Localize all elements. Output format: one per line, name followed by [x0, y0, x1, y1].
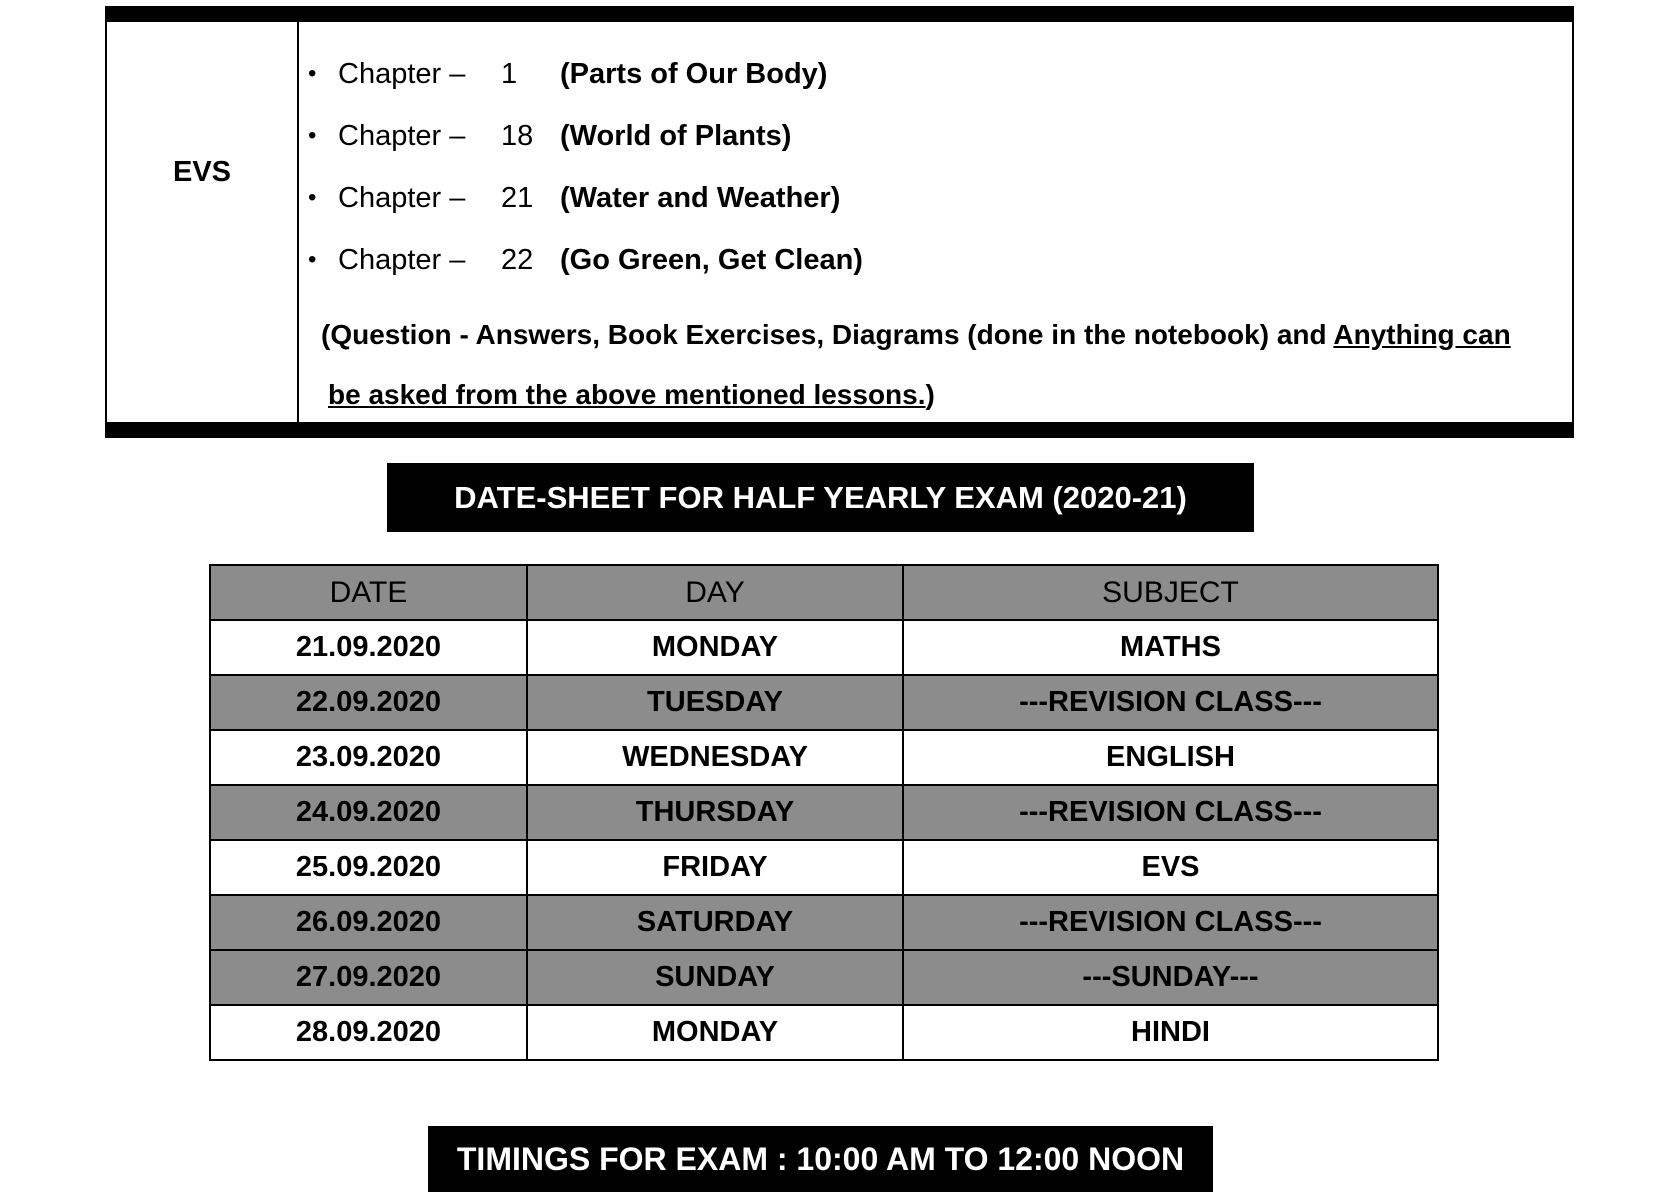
column-header-date: DATE: [210, 565, 527, 620]
chapter-label: Chapter –: [338, 182, 466, 214]
note-closing: ): [925, 379, 935, 410]
table-row: [210, 675, 1438, 730]
cell-date: 22.09.2020: [210, 675, 527, 730]
table-row: [210, 950, 1438, 1005]
cell-subject: ---SUNDAY---: [903, 950, 1438, 1005]
exam-timings-banner: TIMINGS FOR EXAM : 10:00 AM TO 12:00 NOON: [428, 1126, 1213, 1192]
column-header-day: DAY: [527, 565, 903, 620]
table-row: [210, 785, 1438, 840]
cell-date: 23.09.2020: [210, 730, 527, 785]
cell-subject: EVS: [903, 840, 1438, 895]
cell-date: 28.09.2020: [210, 1005, 527, 1060]
syllabus-note-line-1: [321, 305, 1561, 365]
chapter-title: (Parts of Our Body): [560, 58, 828, 90]
syllabus-box: [105, 6, 1574, 438]
syllabus-subject-name: EVS: [172, 156, 232, 188]
table-header-row: [210, 565, 1438, 620]
cell-date: 21.09.2020: [210, 620, 527, 675]
syllabus-left-border: [105, 6, 107, 438]
note-emphasis: be asked from the above mentioned lessons.: [328, 379, 926, 410]
chapter-label: Chapter –: [338, 120, 466, 152]
chapter-title: (Water and Weather): [560, 182, 841, 214]
cell-subject: HINDI: [903, 1005, 1438, 1060]
bullet-icon: •: [308, 246, 317, 273]
cell-date: 27.09.2020: [210, 950, 527, 1005]
chapter-number: 22: [501, 244, 534, 276]
column-header-subject: SUBJECT: [903, 565, 1438, 620]
table-row: [210, 730, 1438, 785]
cell-day: WEDNESDAY: [527, 730, 903, 785]
chapter-title: (Go Green, Get Clean): [560, 244, 863, 276]
cell-subject: ---REVISION CLASS---: [903, 785, 1438, 840]
note-text: (Question - Answers, Book Exercises, Diagrams (done in the notebook) and: [321, 319, 1334, 350]
cell-day: MONDAY: [527, 620, 903, 675]
bullet-icon: •: [308, 60, 317, 87]
chapter-number: 1: [501, 58, 518, 90]
chapter-number: 21: [501, 182, 534, 214]
cell-subject: ENGLISH: [903, 730, 1438, 785]
syllabus-right-border: [1572, 6, 1574, 438]
table-row: [210, 1005, 1438, 1060]
cell-day: THURSDAY: [527, 785, 903, 840]
bullet-icon: •: [308, 184, 317, 211]
datesheet-table: [209, 564, 1439, 1061]
syllabus-note: [321, 305, 1561, 425]
chapter-label: Chapter –: [338, 58, 466, 90]
cell-day: SATURDAY: [527, 895, 903, 950]
table-row: [210, 895, 1438, 950]
table-row: [210, 840, 1438, 895]
cell-date: 26.09.2020: [210, 895, 527, 950]
cell-subject: ---REVISION CLASS---: [903, 895, 1438, 950]
syllabus-top-border: [105, 6, 1574, 22]
cell-date: 24.09.2020: [210, 785, 527, 840]
note-emphasis: Anything can: [1333, 319, 1511, 350]
cell-subject: ---REVISION CLASS---: [903, 675, 1438, 730]
chapter-number: 18: [501, 120, 534, 152]
cell-subject: MATHS: [903, 620, 1438, 675]
chapter-label: Chapter –: [338, 244, 466, 276]
syllabus-note-line-2: [321, 365, 1561, 425]
table-row: [210, 620, 1438, 675]
chapter-title: (World of Plants): [560, 120, 792, 152]
datesheet-heading: DATE-SHEET FOR HALF YEARLY EXAM (2020-21): [387, 463, 1254, 532]
syllabus-column-divider: [297, 6, 299, 438]
cell-day: TUESDAY: [527, 675, 903, 730]
cell-day: FRIDAY: [527, 840, 903, 895]
cell-day: SUNDAY: [527, 950, 903, 1005]
syllabus-bottom-border: [105, 422, 1574, 438]
cell-day: MONDAY: [527, 1005, 903, 1060]
cell-date: 25.09.2020: [210, 840, 527, 895]
bullet-icon: •: [308, 122, 317, 149]
